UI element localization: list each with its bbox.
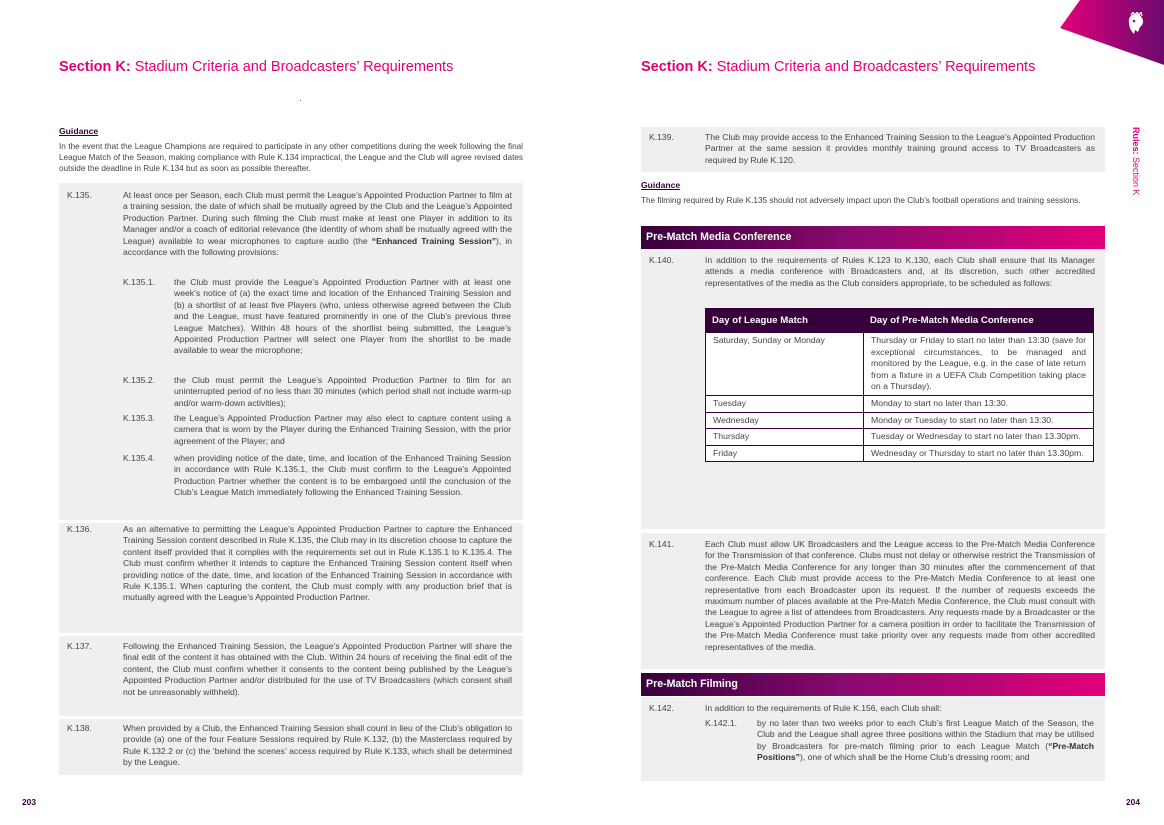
- rule-number: K.137.: [67, 641, 92, 651]
- left-section-bold: Section K:: [59, 59, 131, 75]
- rule-number: K.136.: [67, 524, 92, 534]
- right-section-title: [641, 59, 1035, 75]
- table-cell: Saturday, Sunday or Monday: [706, 333, 864, 396]
- table-cell: Friday: [706, 445, 864, 462]
- panel-divider-2: [59, 633, 523, 636]
- right-page-number: 204: [1126, 797, 1140, 807]
- table-cell: Thursday: [706, 429, 864, 446]
- table-cell: Wednesday or Thursday to start no later than 13.30pm.: [864, 445, 1094, 462]
- table-cell: Monday to start no later than 13:30.: [864, 395, 1094, 412]
- rule-number: K.140.: [649, 255, 674, 265]
- subrule-number: K.135.3.: [123, 413, 156, 423]
- lion-crest-icon: [1125, 12, 1147, 36]
- rule-text-a: At least once per Season, each Club must permit the League’s Appointed Production Partner to film at a training session, the date of which shall be mutually agreed by the Club and the League’s Appointed Production Partner. During such filming the Club must make at least one Player in addition to its Manager and/or a coach of editorial relevance (the identity of whom shall be mutually agreed with the League) available to wear microphones to capture audio (the: [123, 190, 512, 246]
- table-cell: Wednesday: [706, 412, 864, 429]
- table-header: Day of Pre-Match Media Conference: [864, 309, 1094, 333]
- rule-k140: [649, 255, 1095, 289]
- table-cell: Thursday or Friday to start no later than 13:30 (save for exceptional circumstances, to be managed and monitored by the League, e.g. in the case of late return from a fixture in a UEFA Club Competition taking place on a Thursday).: [864, 333, 1094, 396]
- subrule-k135-1: [123, 277, 511, 357]
- rule-k137: [67, 641, 512, 698]
- table-row: [706, 395, 1094, 412]
- rule-text: In addition to the requirements of Rules K.123 to K.130, each Club shall ensure that its Manager attends a media conference with Broadcasters and, at its discretion, such other accredited representatives of the media as the Club considers appropriate, to be scheduled as follows:: [705, 255, 1095, 288]
- subrule-k135-3: [123, 413, 511, 447]
- rule-text: In addition to the requirements of Rule K.156, each Club shall:: [705, 703, 942, 713]
- rule-text-b: ), in accordance with the following provisions:: [123, 235, 513, 258]
- subrule-k135-4: [123, 453, 511, 499]
- rule-text: Each Club must allow UK Broadcasters and the League access to the Pre-Match Media Conference for the Transmission of that conference. Clubs must not delay or otherwise restrict the Transmission of the Pre-Match Media Conference for any longer than 30 minutes after the commencement of that conference. Each Club must provide access to the Pre-Match Media Conference to at least one representative from each Broadcaster upon its request. If the number of requests exceeds the maximum number of places available at the Pre-Match Media Conference, the Club must consult with the League to agree a list of attendees from Broadcasters. Any requests made by a Broadcaster or the League’s Appointed Production Partner for a camera position in order to facilitate the Transmission of the Pre-Match Media Conference must take priority over any requests made from other accredited representatives of the media.: [705, 539, 1095, 652]
- media-conference-table: [705, 308, 1094, 462]
- left-guidance-heading: Guidance: [59, 126, 99, 136]
- table-row: [706, 333, 1094, 396]
- side-label-rest: Section K: [1131, 154, 1141, 196]
- table-row: [706, 429, 1094, 446]
- rule-k135: [67, 190, 512, 258]
- table-header: Day of League Match: [706, 309, 864, 333]
- panel-divider-3: [59, 716, 523, 719]
- side-label: [1131, 127, 1141, 196]
- rule-number: K.142.: [649, 703, 674, 713]
- rule-number: K.139.: [649, 132, 674, 142]
- table-row: [706, 445, 1094, 462]
- rule-number: K.138.: [67, 723, 92, 733]
- subrule-text: [757, 718, 1094, 764]
- left-page-number: 203: [22, 797, 36, 807]
- rule-k139: [649, 132, 1095, 166]
- subrule-text: the Club must provide the League’s Appointed Production Partner with at least one week’s notice of (a) the exact time and location of the Enhanced Training Session and (b) a shortlist of at least five Players (who, unless otherwise agreed between the Club and the League, must have featured prominently in one of the Club’s previous three League Matches). Within 48 hours of the shortlist being submitted, the League’s Appointed Production Partner will select one Player from the shortlist to be made available to wear the microphone;: [174, 277, 511, 356]
- rule-k136: [67, 524, 512, 604]
- subrule-k142-1: [705, 718, 1094, 764]
- right-section-rest: Stadium Criteria and Broadcasters’ Requirements: [712, 59, 1036, 75]
- subrule-text: when providing notice of the date, time, and location of the Enhanced Training Session in accordance with Rule K.135.1, the Club must confirm to the League’s Appointed Production Partner whether the content is to be embargoed until the conclusion of the Club’s League Match immediately following the Enhanced Training Session.: [174, 453, 511, 498]
- subrule-number: K.135.2.: [123, 375, 156, 385]
- section-bar-pre-match-filming: Pre-Match Filming: [641, 673, 1105, 696]
- right-guidance-text: The filming required by Rule K.135 should not adversely impact upon the Club’s football operations and training sessions.: [641, 196, 1081, 205]
- left-section-title: [59, 59, 453, 75]
- table-cell: Monday or Tuesday to start no later than 13:30.: [864, 412, 1094, 429]
- right-guidance-heading: Guidance: [641, 180, 681, 190]
- dot-mark: [300, 100, 301, 101]
- rule-text: When provided by a Club, the Enhanced Training Session shall count in lieu of the Club’s obligation to provide (a) one of the four Feature Sessions required by Rule K.132, (b) the Masterclass required by Rule K.132.2 or (c) the ‘behind the scenes’ access required by Rule K.133, which shall be determined by the League.: [123, 723, 512, 768]
- corner-banner: [1060, 0, 1164, 70]
- subrule-text-bold: “Pre-Match Positions”: [757, 740, 1094, 763]
- subrule-number: K.135.1.: [123, 277, 156, 287]
- rule-text-bold: “Enhanced Training Session”: [371, 235, 496, 246]
- rule-k142: [649, 703, 1095, 714]
- subrule-number: K.135.4.: [123, 453, 156, 463]
- rule-number: K.135.: [67, 190, 92, 200]
- rule-text: [123, 190, 512, 258]
- subrule-text-b: ), one of which shall be the Home Club’s dressing room; and: [799, 752, 1030, 763]
- side-label-bold: Rules:: [1131, 127, 1141, 155]
- rule-k138: [67, 723, 512, 769]
- rule-number: K.141.: [649, 539, 674, 549]
- rule-text: Following the Enhanced Training Session, the League’s Appointed Production Partner will share the final edit of the content it has obtained with the Club. Within 24 hours of receiving the final edit of the content, the Club must confirm whether it consents to the content being published by the League’s Appointed Production Partner and/or distributed for the use of TV Broadcasters (which consent shall not be unreasonably withheld).: [123, 641, 512, 697]
- section-bar-pre-match-media-conference: Pre-Match Media Conference: [641, 226, 1105, 249]
- table-header-row: [706, 309, 1094, 333]
- rule-text: As an alternative to permitting the League’s Appointed Production Partner to capture the Enhanced Training Session content described in Rule K.135, the Club may in its discretion choose to capture the content itself provided that it complies with the requirements set out in Rule K.135.1 to K.135.4. The Club must confirm whether it intends to capture the Enhanced Training Session content itself when providing notice of the date, time, and location of the Enhanced Training Session in accordance with Rule K.135.1. When capturing the content, the Club must comply with any production brief that is mutually agreed with the League’s Appointed Production Partner.: [123, 524, 512, 603]
- table-cell: Tuesday or Wednesday to start no later than 13.30pm.: [864, 429, 1094, 446]
- left-section-rest: Stadium Criteria and Broadcasters’ Requirements: [130, 59, 454, 75]
- table-cell: Tuesday: [706, 395, 864, 412]
- subrule-number: K.142.1.: [705, 718, 738, 728]
- table-row: [706, 412, 1094, 429]
- left-guidance-text: In the event that the League Champions are required to participate in any other competitions during the week following the final League Match of the Season, making compliance with Rule K.134 impractical, the League and the Club will agree revised dates outside the deadline in Rule K.134 but as soon as possible thereafter.: [59, 142, 523, 173]
- panel-divider-1: [59, 520, 523, 523]
- subrule-text-a: by no later than two weeks prior to each Club’s first League Match of the Season, the Club and the League shall agree three positions within the Stadium that may be utilised by Broadcasters for pre-match filming prior to each League Match (: [757, 718, 1094, 751]
- rule-k141: [649, 539, 1095, 653]
- rule-text: The Club may provide access to the Enhanced Training Session to the League’s Appointed Production Partner at the same session it provides monthly training ground access to TV Broadcasters as required by Rule K.120.: [705, 132, 1095, 165]
- subrule-text: the Club must permit the League’s Appointed Production Partner to film for an uninterrupted period of no less than 30 minutes (which period shall not include warm-up and/or warm-down activities);: [174, 375, 511, 408]
- subrule-k135-2: [123, 375, 511, 409]
- subrule-text: the League’s Appointed Production Partner may also elect to capture content using a camera that is worn by the Player during the Enhanced Training Session, with the prior agreement of the Player; and: [174, 413, 511, 446]
- right-section-bold: Section K:: [641, 59, 713, 75]
